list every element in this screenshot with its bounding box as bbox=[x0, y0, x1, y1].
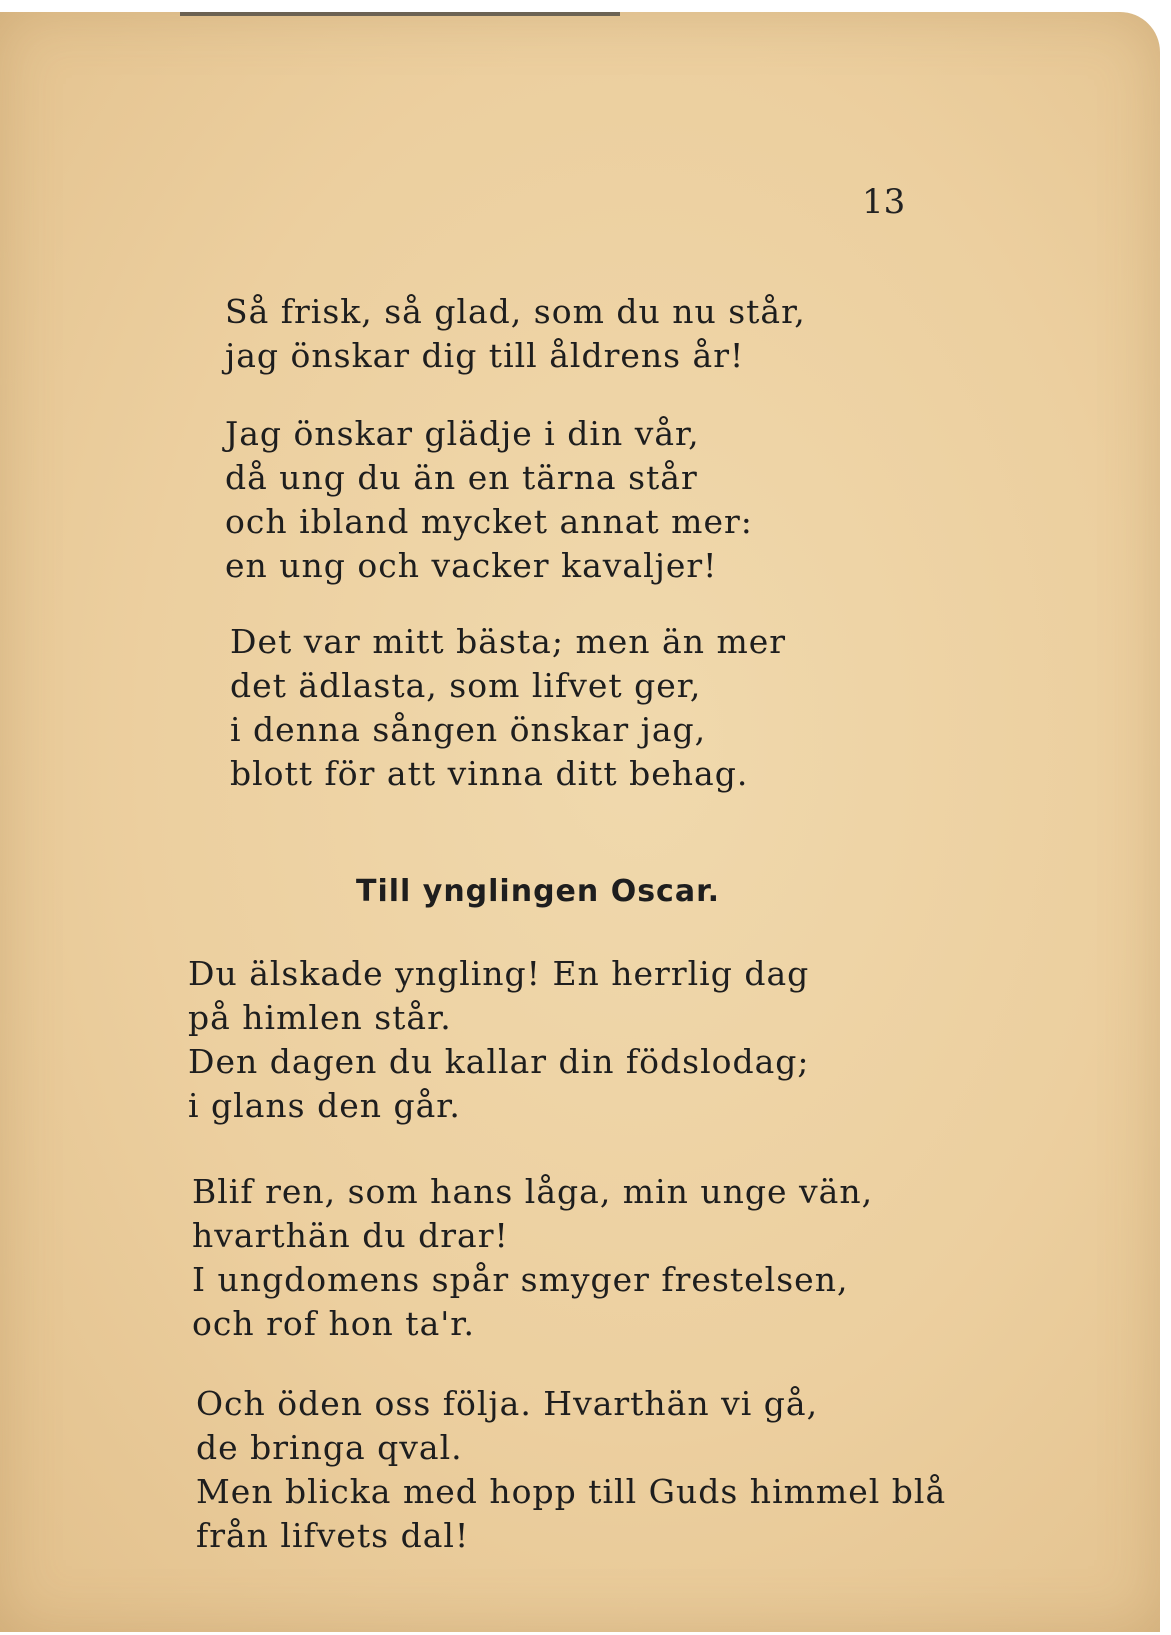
verse-line: Det var mitt bästa; men än mer bbox=[230, 622, 787, 661]
verse-line: hvarthän du drar! bbox=[192, 1216, 509, 1255]
top-rule bbox=[180, 12, 620, 16]
verse-line: jag önskar dig till åldrens år! bbox=[225, 336, 745, 375]
verse-line: blott för att vinna ditt behag. bbox=[230, 754, 749, 793]
verse-line: och rof hon ta'r. bbox=[192, 1304, 475, 1343]
verse-line: då ung du än en tärna står bbox=[225, 458, 698, 497]
verse-line: Så frisk, så glad, som du nu står, bbox=[225, 292, 806, 331]
poem2-stanza-1 bbox=[188, 952, 810, 1128]
verse-line: I ungdomens spår smyger frestelsen, bbox=[192, 1260, 849, 1299]
verse-line: de bringa qval. bbox=[196, 1428, 463, 1467]
verse-line: det ädlasta, som lifvet ger, bbox=[230, 666, 702, 705]
verse-line: i glans den går. bbox=[188, 1086, 461, 1125]
poem2-stanza-3 bbox=[196, 1382, 946, 1558]
verse-line: Du älskade yngling! En herrlig dag bbox=[188, 954, 810, 993]
verse-line: från lifvets dal! bbox=[196, 1516, 470, 1555]
verse-line: Och öden oss följa. Hvarthän vi gå, bbox=[196, 1384, 819, 1423]
verse-line: en ung och vacker kavaljer! bbox=[225, 546, 718, 585]
book-page bbox=[0, 12, 1160, 1632]
page-number: 13 bbox=[862, 182, 906, 222]
verse-line: och ibland mycket annat mer: bbox=[225, 502, 753, 541]
verse-line: Men blicka med hopp till Guds himmel blå bbox=[196, 1472, 947, 1511]
verse-line: Jag önskar glädje i din vår, bbox=[225, 414, 700, 453]
poem1-stanza-2 bbox=[225, 412, 753, 588]
verse-line: Blif ren, som hans låga, min unge vän, bbox=[192, 1172, 874, 1211]
poem1-stanza-1 bbox=[225, 290, 806, 378]
poem2-title: Till ynglingen Oscar. bbox=[356, 874, 720, 909]
verse-line: i denna sången önskar jag, bbox=[230, 710, 707, 749]
verse-line: på himlen står. bbox=[188, 998, 452, 1037]
poem1-stanza-3 bbox=[230, 620, 786, 796]
verse-line: Den dagen du kallar din födslodag; bbox=[188, 1042, 810, 1081]
poem2-stanza-2 bbox=[192, 1170, 873, 1346]
